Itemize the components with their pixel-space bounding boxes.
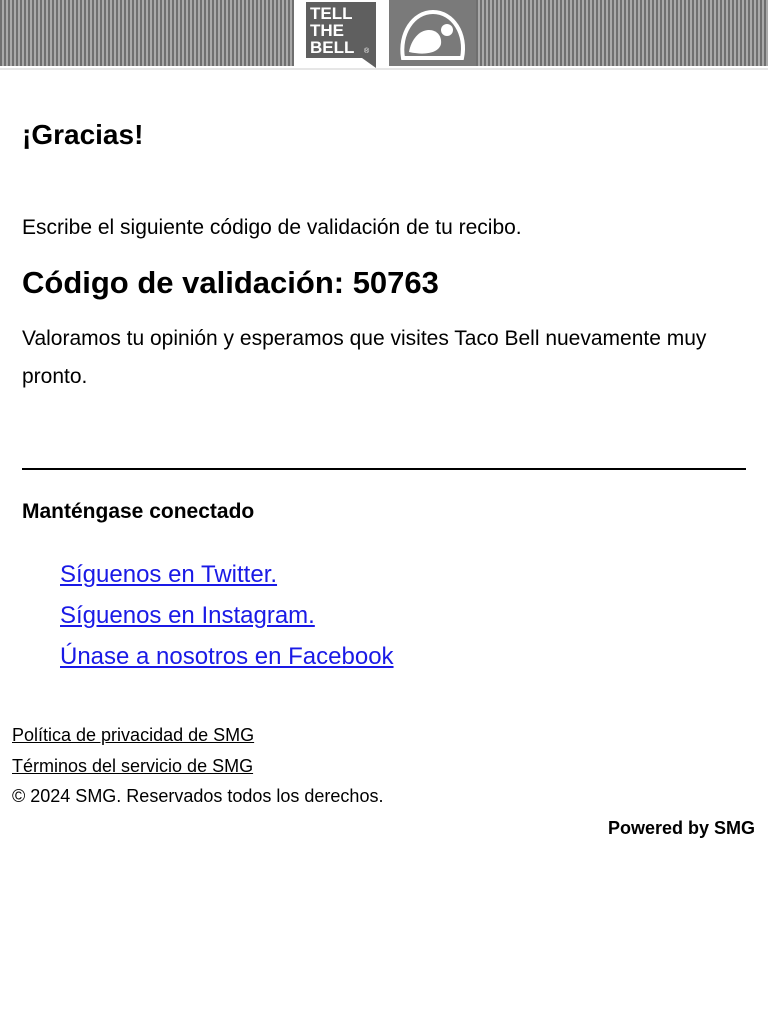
social-item-instagram — [60, 598, 394, 639]
privacy-policy-link[interactable]: Política de privacidad de SMG — [12, 725, 255, 745]
logo-registered-mark: ® — [364, 48, 370, 55]
section-divider — [22, 468, 746, 470]
tell-the-bell-logo — [306, 2, 376, 68]
thank-you-message: Valoramos tu opinión y esperamos que visites Taco Bell nuevamente muy pronto. — [22, 327, 707, 388]
terms-of-service-link[interactable]: Términos del servicio de SMG — [12, 756, 254, 776]
header-stripes-right — [476, 0, 768, 66]
social-links-list — [60, 557, 394, 680]
thanks-heading: ¡Gracias! — [22, 119, 144, 150]
instagram-link[interactable]: Síguenos en Instagram. — [60, 602, 315, 629]
copyright-text: © 2024 SMG. Reservados todos los derechos. — [12, 786, 384, 806]
validation-code: Código de validación: 50763 — [22, 265, 439, 300]
taco-bell-bell-icon — [389, 0, 476, 66]
logo-word-3: BELL — [310, 38, 355, 57]
taco-bell-logo — [389, 0, 476, 66]
powered-by-text: Powered by SMG — [607, 818, 755, 838]
header-banner — [0, 0, 768, 74]
instructions-text: Escribe el siguiente código de validación de tu recibo. — [22, 216, 522, 239]
social-item-twitter — [60, 557, 394, 598]
header-stripes-left — [0, 0, 294, 66]
twitter-link[interactable]: Síguenos en Twitter. — [60, 561, 278, 588]
logo-word-1: TELL — [310, 4, 353, 23]
header-rule — [0, 68, 768, 70]
facebook-link[interactable]: Únase a nosotros en Facebook — [60, 643, 394, 670]
social-item-facebook — [60, 639, 394, 680]
stay-connected-heading: Manténgase conectado — [22, 500, 255, 523]
logo-word-2: THE — [310, 21, 344, 40]
